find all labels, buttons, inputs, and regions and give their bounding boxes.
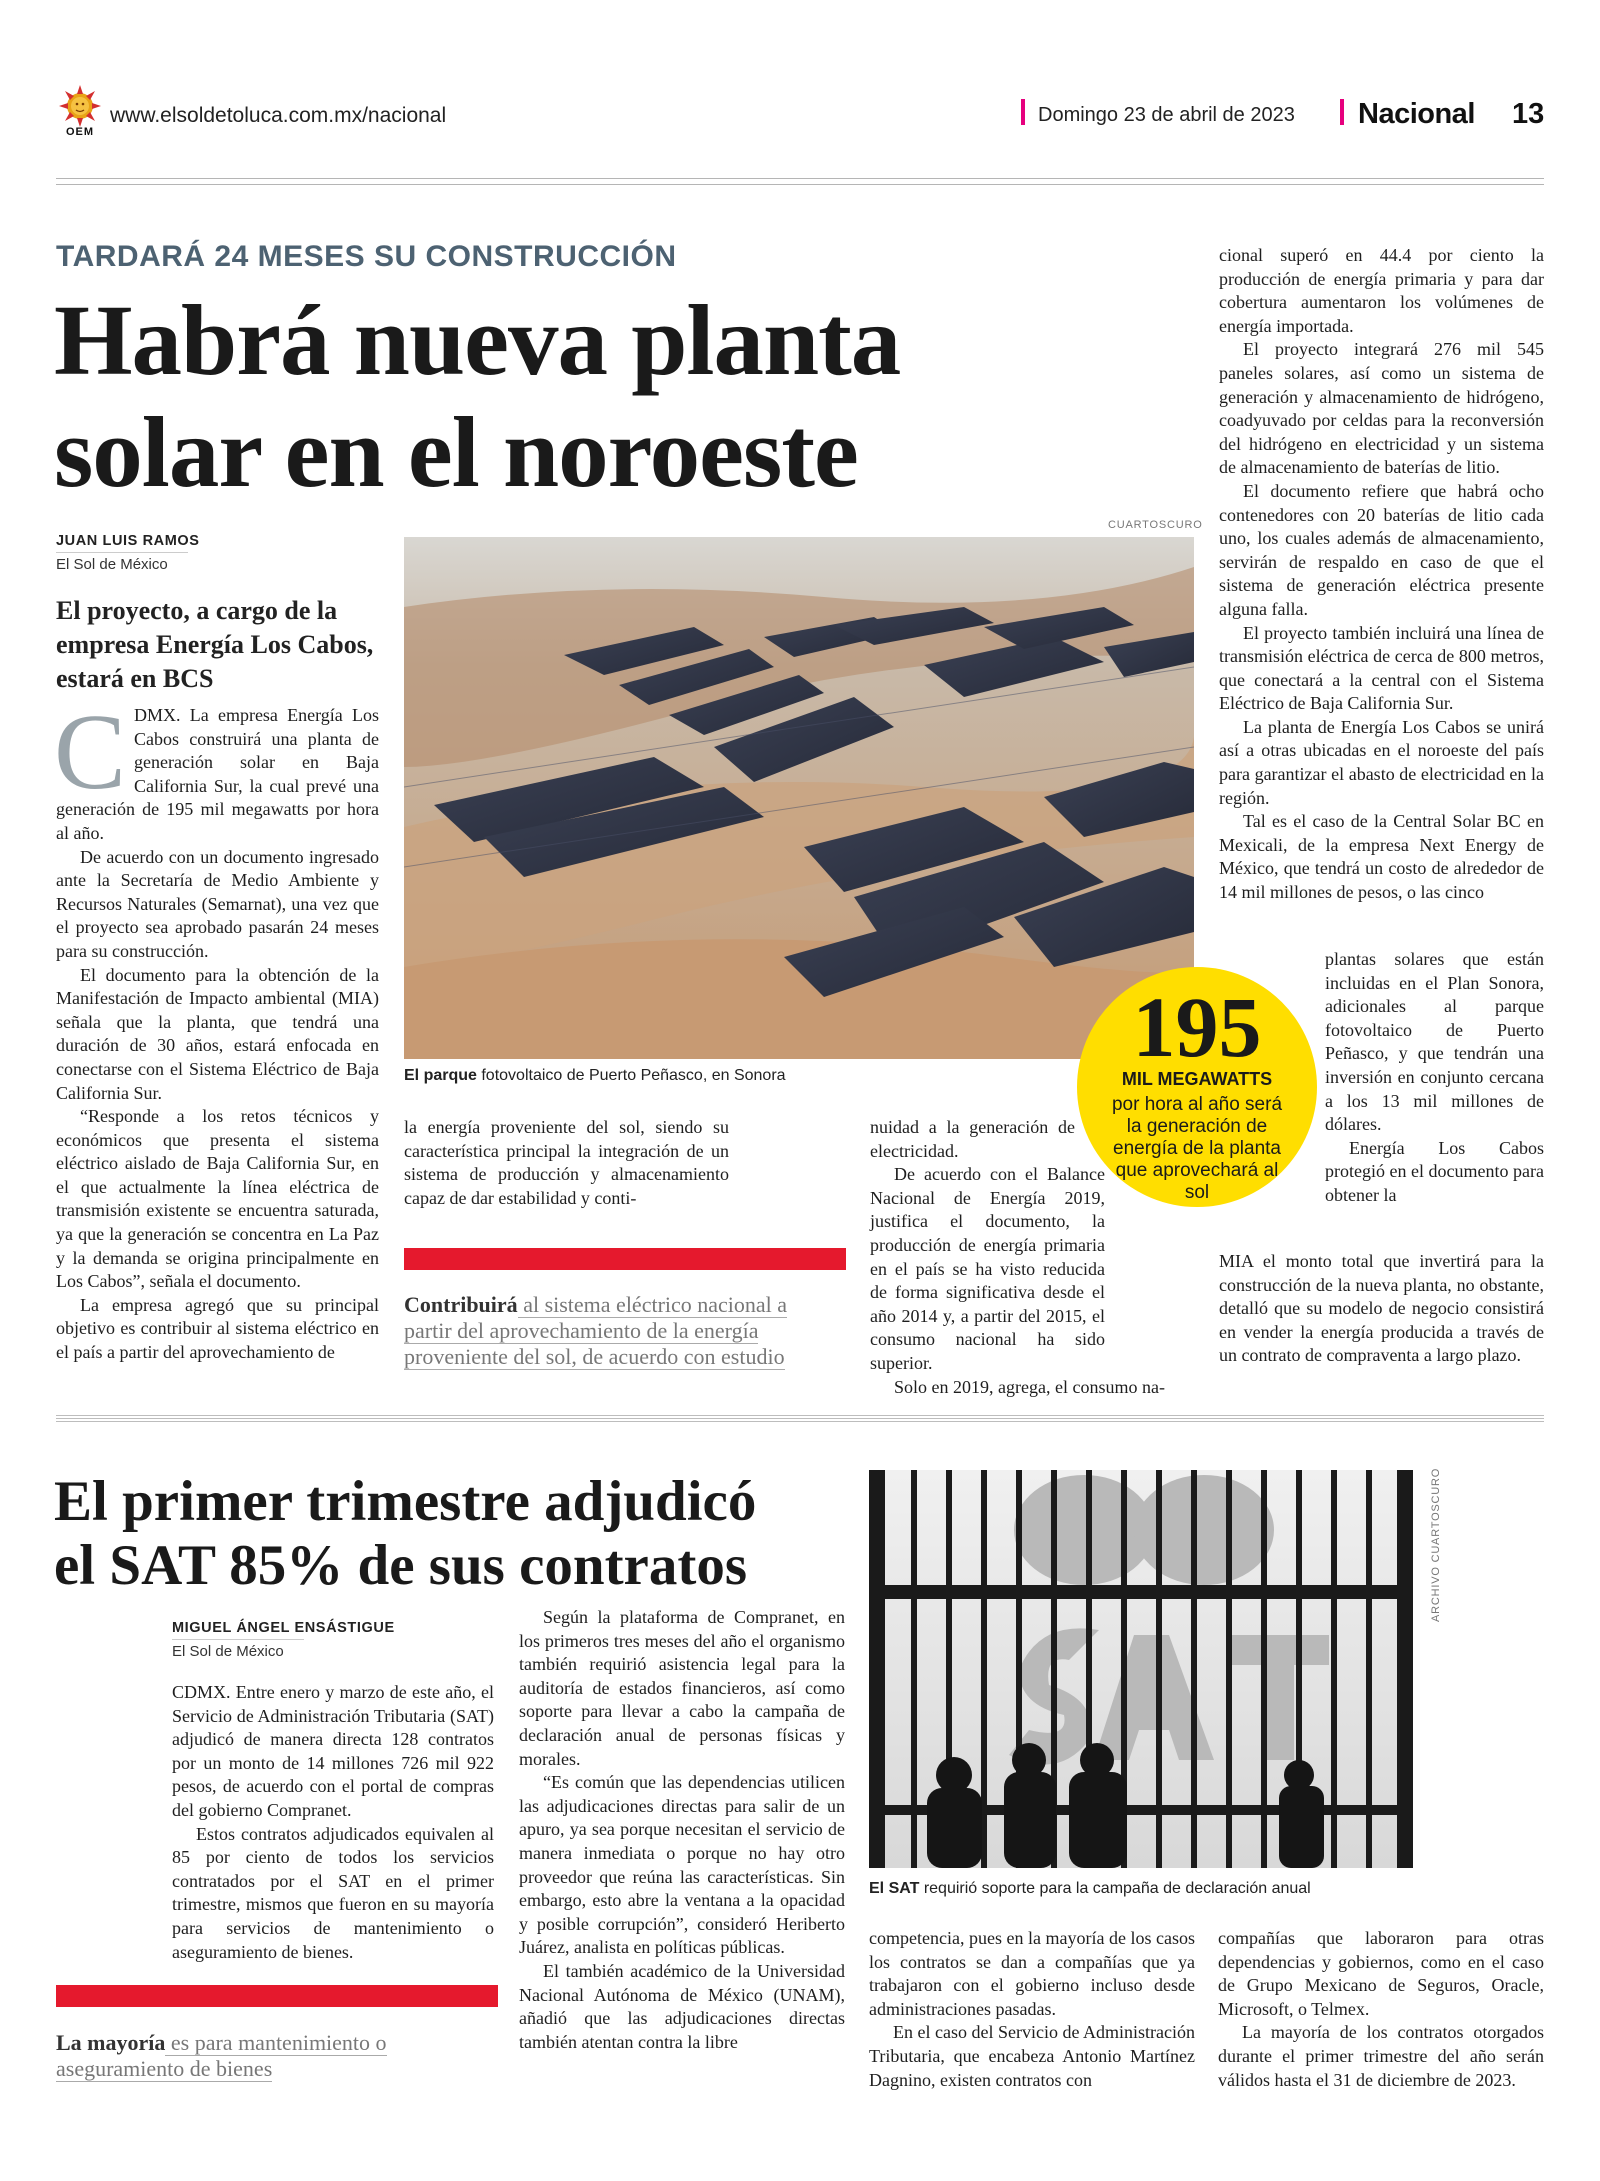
stat-text: por hora al año será la generación de energía de la planta que aprovechará al sol [1111, 1094, 1283, 1203]
paragraph: En el caso del Servicio de Administración Tributaria, que encabeza Antonio Martínez Dagnino, existen contratos con [869, 2022, 1195, 2090]
header-divider [56, 178, 1544, 185]
section-name: Nacional [1358, 98, 1475, 130]
paragraph: El proyecto integrará 276 mil 545 paneles solares, así como un sistema de generación y almacenamiento de hidrógeno, coadyuvado por celdas para la reconversión del hidrógeno en electricidad y un sistema de almacenamiento de baterías de litio. [1219, 339, 1544, 478]
pullquote [404, 1292, 834, 1370]
article2-column-1 [172, 1681, 494, 1964]
page-number: 13 [1512, 98, 1545, 130]
paragraph: De acuerdo con un documento ingresado ante la Secretaría de Medio Ambiente y Recursos Naturales (Semarnat), una vez que el proyecto sea aprobado pasarán 24 meses para su construcción. [56, 846, 379, 961]
paragraph: “Responde a los retos técnicos y económicos que presenta el sistema eléctrico aislado de Baja California Sur, en el que actualmente la línea eléctrica de transmisión existente se encuentra saturada, ya que la generación se concentra en La Paz y la demanda se origina principalmente en Los Cabos”, señala el documento. [56, 1106, 379, 1292]
photo-2-caption [869, 1880, 1311, 1898]
paragraph: La planta de Energía Los Cabos se unirá así a otras ubicadas en el noroeste del país para garantizar el abasto de electricidad en la región. [1219, 716, 1544, 808]
paragraph: La mayoría de los contratos otorgados durante el primer trimestre del año serán válidos hasta el 31 de diciembre de 2023. [1218, 2022, 1544, 2090]
paragraph: CDMX. Entre enero y marzo de este año, el Servicio de Administración Tributaria (SAT) adjudicó de manera directa 128 contratos por un monto de 14 millones 726 mil 922 pesos, de acuerdo con el portal de compras del gobierno Compranet. [172, 1682, 494, 1820]
dropcap: C [54, 693, 127, 812]
headline-2-line1: El primer trimestre adjudicó [54, 1470, 757, 1533]
article2-column-4 [1218, 1927, 1544, 2092]
stat-number: 195 [1132, 979, 1262, 1075]
pullquote-2 [56, 2030, 476, 2082]
article1-column-2 [404, 1116, 729, 1210]
photo-2-credit: ARCHIVO CUARTOSCURO [1430, 1467, 1442, 1622]
caption-text: fotovoltaico de Puerto Peñasco, en Sonora [476, 1067, 786, 1084]
paragraph: De acuerdo con el Balance Nacional de Energía 2019, justifica el documento, la producción de energía primaria en el país se ha visto reducida de forma significativa desde el año 2014 y, a partir del 2015, el consumo nacional ha sido superior. [870, 1164, 1105, 1373]
byline-author: JUAN LUIS RAMOS [56, 533, 200, 549]
paragraph: la energía proveniente del sol, siendo su característica principal la integración de un sistema de producción y almacenamiento capaz de dar estabilidad y conti- [404, 1117, 729, 1208]
article1-column-1 [54, 693, 379, 1365]
solar-plant-photo [404, 537, 1194, 1059]
paragraph: Tal es el caso de la Central Solar BC en Mexicali, de la empresa Next Energy de México, que tendrá un costo de alrededor de 14 mil millones de pesos, o las cinco [1219, 811, 1544, 903]
paragraph: DMX. La empresa Energía Los Cabos construirá una planta de generación solar en Baja California Sur, la cual prevé una generación de 195 mil megawatts por hora al año. [56, 705, 379, 843]
date-accent-bar [1021, 99, 1025, 125]
oem-logo-text: OEM [65, 126, 95, 138]
byline [56, 533, 200, 574]
article-divider [56, 1415, 1544, 1424]
section-accent-bar [1340, 99, 1344, 125]
caption-2-text: requirió soporte para la campaña de declaración anual [919, 1880, 1311, 1897]
issue-date: Domingo 23 de abril de 2023 [1038, 104, 1295, 126]
paragraph: Según la plataforma de Compranet, en los primeros tres meses del año el organismo también requirió asistencia legal para la auditoría de estados financieros, así como soporte para llevar a cabo la campaña de declaración anual de personas físicas y morales. [519, 1607, 845, 1769]
pullquote-bold: Contribuirá [404, 1292, 518, 1317]
headline-line2: solar en el noroeste [54, 396, 858, 508]
headline-2 [54, 1470, 756, 1598]
article2-column-2 [519, 1606, 845, 2054]
paragraph: Energía Los Cabos protegió en el documento para obtener la [1325, 1137, 1544, 1205]
paragraph: compañías que laboraron para otras dependencias y gobiernos, como en el caso de Grupo Mexicano de Seguros, Oracle, Microsoft, o Telmex. [1218, 1928, 1544, 2019]
site-url[interactable]: www.elsoldetoluca.com.mx/nacional [110, 104, 447, 127]
headline-line1: Habrá nueva planta [54, 284, 901, 396]
byline-2-publication: El Sol de México [172, 1639, 304, 1660]
paragraph: La empresa agregó que su principal objetivo es contribuir al sistema eléctrico en el país a partir del aprovechamiento de [56, 1294, 379, 1363]
article1-column-4 [1219, 244, 1544, 905]
paragraph: Solo en 2019, agrega, el consumo na- [894, 1376, 1165, 1397]
oem-logo [56, 84, 104, 140]
paragraph: Estos contratos adjudicados equivalen al 85 por ciento de todos los servicios contratados por el SAT en el primer trimestre, mismos que fueron en su mayoría para servicios de mantenimiento o aseguramiento de bienes. [172, 1823, 494, 1962]
article1-column-4-bottom [1219, 1250, 1544, 1368]
paragraph: El documento refiere que habrá ocho contenedores con 20 baterías de litio cada uno, los cuales además de almacenamiento, servirán de respaldo en caso de que el sistema de generación eléctrica presente alguna falla. [1219, 480, 1544, 619]
deck: El proyecto, a cargo de la empresa Energía Los Cabos, estará en BCS [56, 596, 374, 693]
pullquote-2-text: es para mantenimiento o aseguramiento de bienes [56, 2030, 387, 2081]
pullquote-text: al sistema eléctrico nacional a partir del aprovechamiento de la energía proveniente del sol, de acuerdo con estudio [404, 1292, 788, 1369]
paragraph: “Es común que las dependencias utilicen las adjudicaciones directas para salir de un apuro, ya sea porque necesitan el servicio de manera inmediata o porque no hay otro proveedor que reúna las características. Sin embargo, esto abre la ventana a la opacidad y posible corrupción”, consideró Heriberto Juárez, analista en políticas públicas. [519, 1772, 845, 1958]
byline-publication: El Sol de México [56, 552, 188, 573]
paragraph: El documento para la obtención de la Manifestación de Impacto ambiental (MIA) señala que la planta, que tendrá una duración de 30 años, estará enfocada en conectarse con el Sistema Eléctrico de Baja California Sur. [56, 964, 379, 1103]
paragraph: competencia, pues en la mayoría de los casos los contratos se dan a compañías que ya trabajaron con el gobierno incluso desde administraciones pasadas. [869, 1928, 1195, 2019]
byline-2-author: MIGUEL ÁNGEL ENSÁSTIGUE [172, 1620, 395, 1636]
article1-column-4-wrap [1325, 948, 1544, 1208]
pullquote-bar [404, 1248, 846, 1270]
paragraph: nuidad a la generación de electricidad. [870, 1117, 1075, 1161]
caption-2-bold: El SAT [869, 1880, 920, 1897]
paragraph: cional superó en 44.4 por ciento la producción de energía primaria y para dar cobertura aumentaron los volúmenes de energía importada. [1219, 245, 1544, 336]
pullquote-2-bar [56, 1985, 498, 2007]
stat-callout [1077, 967, 1317, 1207]
paragraph: plantas solares que están incluidas en el Plan Sonora, adicionales al parque fotovoltaico de Puerto Peñasco, y que tendrán una inversión en conjunto cercana a los 13 mil millones de dólares. [1325, 949, 1544, 1135]
caption-bold: El parque [404, 1067, 477, 1084]
kicker: TARDARÁ 24 MESES SU CONSTRUCCIÓN [56, 240, 677, 273]
sat-gate-photo [869, 1470, 1413, 1868]
photo-caption [404, 1067, 786, 1085]
byline-2 [172, 1620, 395, 1661]
pullquote-2-bold: La mayoría [56, 2030, 166, 2055]
photo-2-credit-wrap [1430, 1467, 1444, 1622]
headline [54, 284, 900, 508]
headline-2-line2: el SAT 85% de sus contratos [54, 1534, 748, 1597]
paragraph: MIA el monto total que invertirá para la construcción de la nueva planta, no obstante, detalló que su modelo de negocio consistirá en vender la energía producida a través de un contrato de compraventa a largo plazo. [1219, 1251, 1544, 1366]
paragraph: El proyecto también incluirá una línea de transmisión eléctrica de cerca de 800 metros, que conectará a la central con el Sistema Eléctrico de Baja California Sur. [1219, 622, 1544, 714]
photo-credit: CUARTOSCURO [1108, 519, 1203, 531]
stat-unit: MIL MEGAWATTS [1121, 1069, 1273, 1089]
paragraph: El también académico de la Universidad Nacional Autónoma de México (UNAM), añadió que las adjudicaciones directas también atentan contra la libre [519, 1960, 845, 2052]
article2-column-3 [869, 1927, 1195, 2092]
